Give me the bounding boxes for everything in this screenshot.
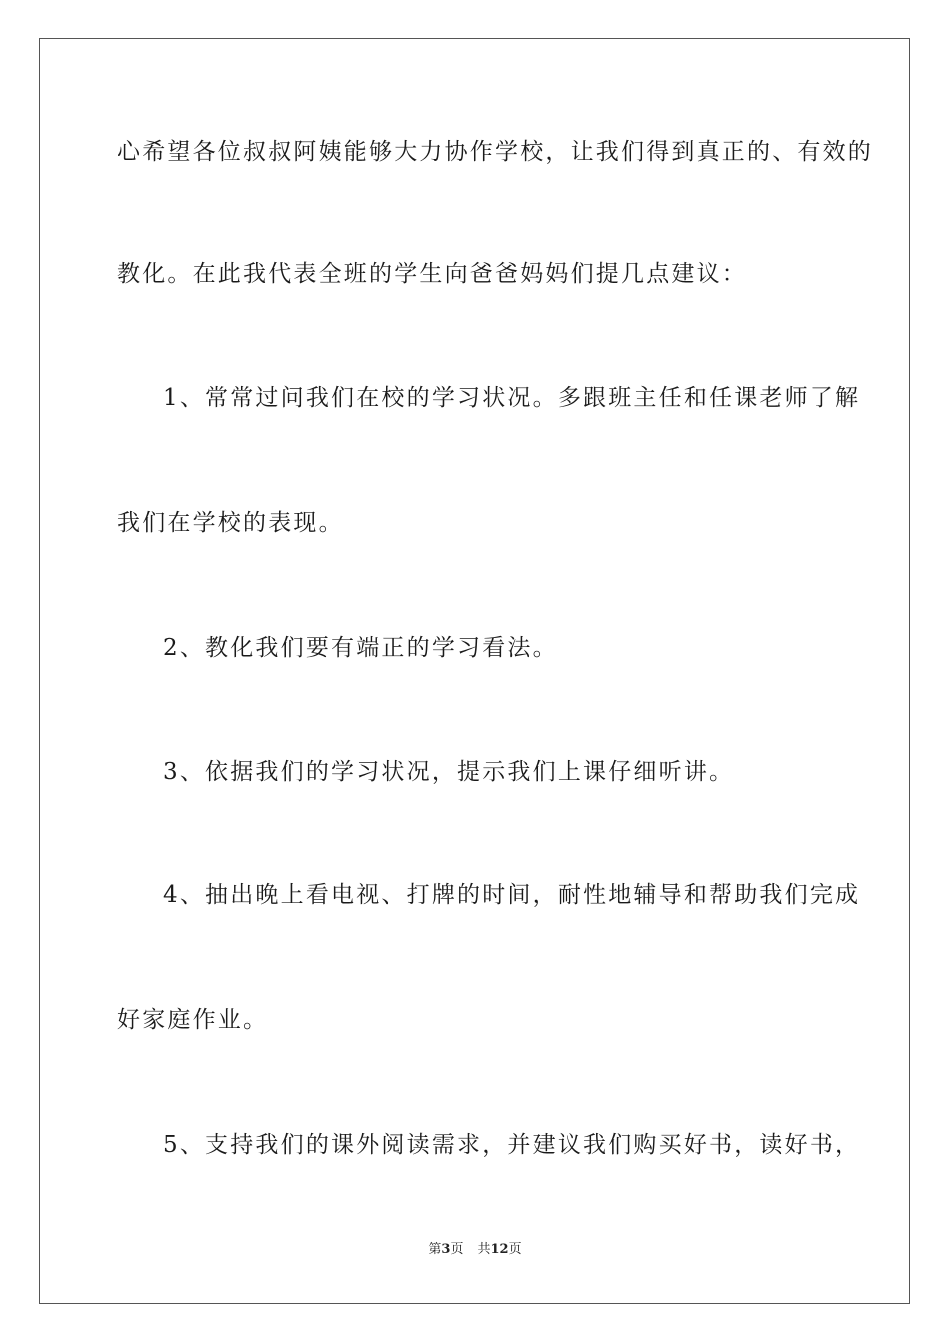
- text-line-1: 心希望各位叔叔阿姨能够大力协作学校，让我们得到真正的、有效的: [117, 139, 873, 165]
- footer-page-suffix: 页: [450, 1242, 464, 1257]
- page-footer: [0, 1241, 950, 1259]
- text-line-6: 3、依据我们的学习状况，提示我们上课仔细听讲。: [163, 759, 735, 785]
- text-line-4: 我们在学校的表现。: [117, 510, 344, 536]
- text-line-9: 5、支持我们的课外阅读需求，并建议我们购买好书，读好书，: [163, 1132, 861, 1158]
- text-line-5: 2、教化我们要有端正的学习看法。: [163, 635, 558, 661]
- footer-page-total: 12: [490, 1242, 509, 1257]
- text-line-8: 好家庭作业。: [117, 1007, 269, 1033]
- footer-page-prefix: 第: [428, 1242, 442, 1257]
- page-frame: [39, 38, 910, 1304]
- text-line-3: 1、常常过问我们在校的学习状况。多跟班主任和任课老师了解: [163, 385, 861, 411]
- text-line-2: 教化。在此我代表全班的学生向爸爸妈妈们提几点建议：: [117, 261, 747, 287]
- text-line-7: 4、抽出晚上看电视、打牌的时间，耐性地辅导和帮助我们完成: [163, 882, 861, 908]
- footer-total-prefix: 共: [477, 1242, 491, 1257]
- footer-total-suffix: 页: [508, 1242, 522, 1257]
- footer-page-current: 3: [441, 1242, 451, 1257]
